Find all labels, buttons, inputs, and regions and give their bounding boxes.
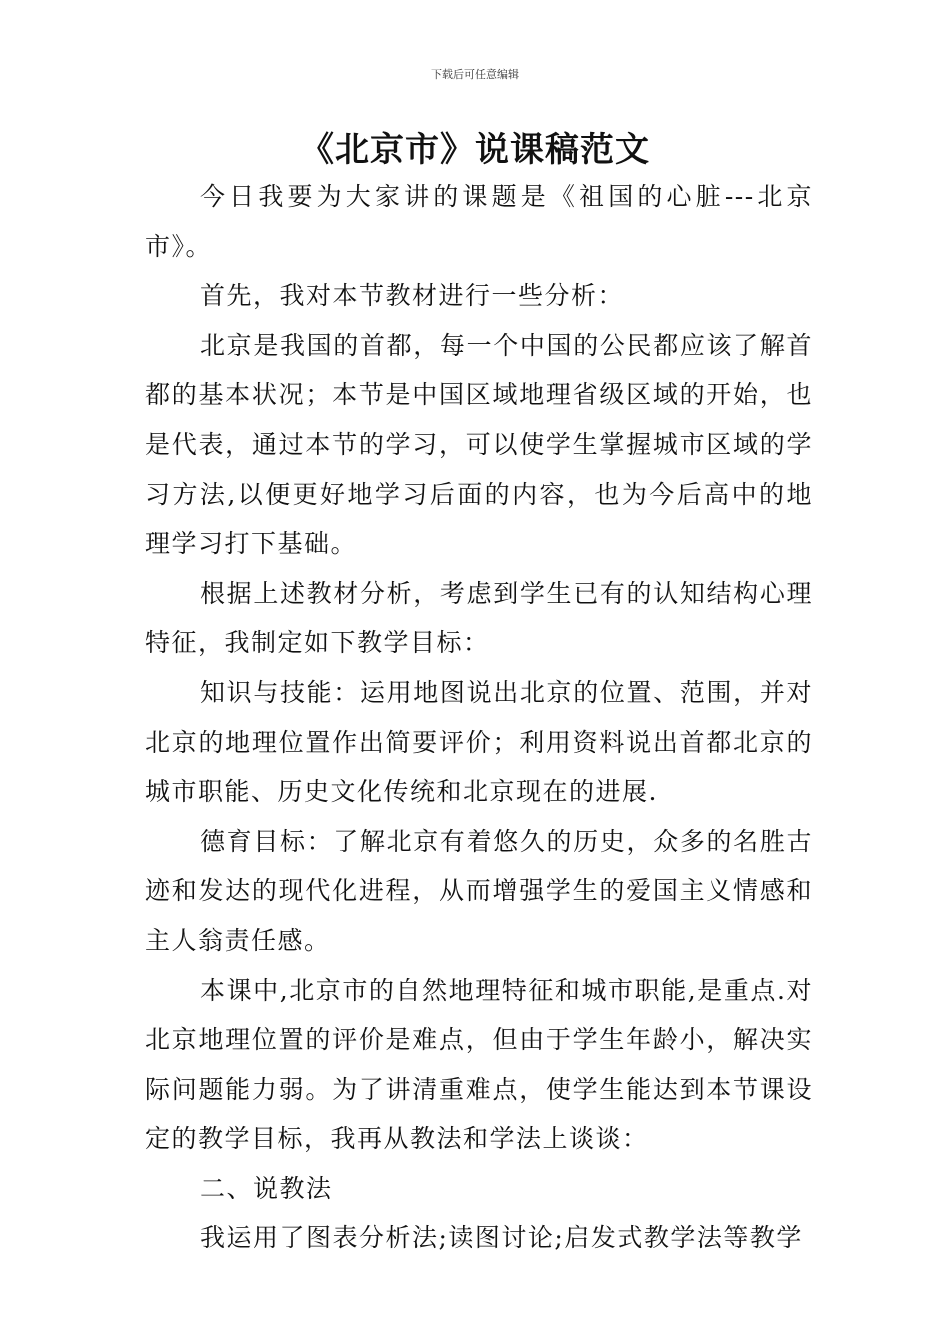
page-header-note: 下载后可任意编辑 (431, 68, 519, 81)
document-title: 《北京市》说课稿范文 (300, 130, 650, 170)
paragraph-goals-lead: 根据上述教材分析，考虑到学生已有的认知结构心理特征，我制定如下教学目标： (145, 578, 813, 658)
paragraph-intro: 今日我要为大家讲的课题是《祖国的心脏---北京市》。 (145, 182, 813, 261)
section-heading-teaching-method: 二、说教法 (200, 1173, 333, 1203)
paragraph-textbook-analysis: 北京是我国的首都，每一个中国的公民都应该了解首都的基本状况；本节是中国区域地理省级区域的开始，也是代表，通过本节的学习，可以使学生掌握城市区域的学习方法,以便更好地学习后面的内容，也为今后高中的地理学习打下基础。 (145, 330, 813, 559)
paragraph-moral-goals: 德育目标：了解北京有着悠久的历史，众多的名胜古迹和发达的现代化进程，从而增强学生的爱国主义情感和主人翁责任感。 (145, 826, 813, 955)
paragraph-knowledge-skills: 知识与技能：运用地图说出北京的位置、范围，并对北京的地理位置作出简要评价；利用资料说出首都北京的城市职能、历史文化传统和北京现在的进展. (145, 677, 813, 807)
document-body (145, 172, 813, 1263)
paragraph-analysis-lead: 首先，我对本节教材进行一些分析： (200, 281, 625, 311)
paragraph-teaching-method: 我运用了图表分析法;读图讨论;启发式教学法等教学 (200, 1223, 803, 1253)
paragraph-key-points: 本课中,北京市的自然地理特征和城市职能,是重点.对北京地理位置的评价是难点，但由于学生年龄小，解决实际问题能力弱。为了讲清重难点，使学生能达到本节课设定的教学目标，我再从教法和学法上谈谈： (145, 975, 813, 1154)
